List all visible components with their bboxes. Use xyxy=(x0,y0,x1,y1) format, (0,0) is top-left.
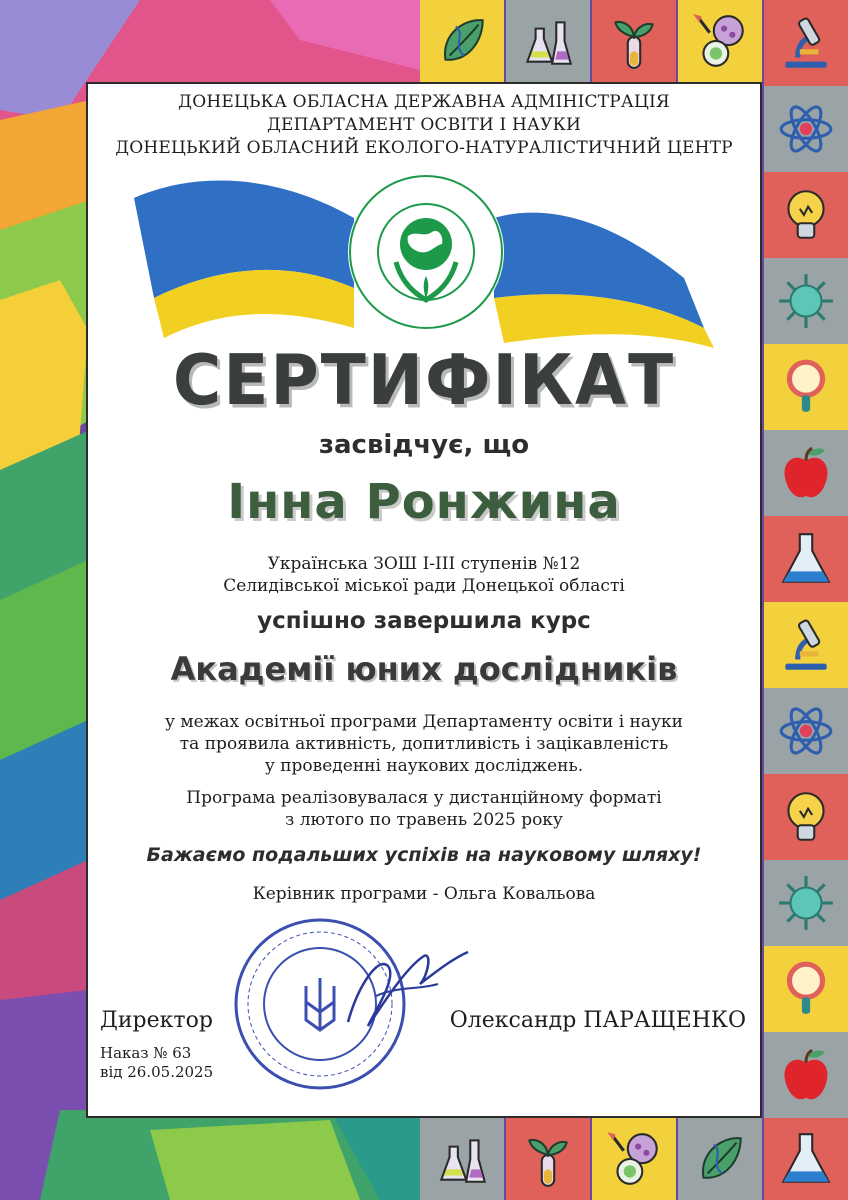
header-line-2: ДЕПАРТАМЕНТ ОСВІТИ І НАУКИ xyxy=(267,115,581,135)
right-tile-microscope-1 xyxy=(764,0,848,86)
right-tile-atom-1 xyxy=(764,86,848,172)
right-icon-column xyxy=(764,0,848,1200)
bottom-icon-row xyxy=(420,1118,764,1200)
certificate-title: СЕРТИФІКАТ xyxy=(172,340,676,421)
petri-dish-icon xyxy=(689,10,751,72)
plant-test-tube-icon xyxy=(603,10,665,72)
bottom-tile-1 xyxy=(420,1118,504,1200)
right-tile-atom-2 xyxy=(764,688,848,774)
bottom-tile-2 xyxy=(506,1118,590,1200)
plant-test-tube-icon xyxy=(517,1128,579,1190)
right-tile-magnifier-1 xyxy=(764,344,848,430)
format-line-2: з лютого по травень 2025 року xyxy=(285,810,563,830)
magnifier-icon xyxy=(775,958,837,1020)
microscope-icon xyxy=(775,614,837,676)
right-tile-bulb-1 xyxy=(764,172,848,258)
microscope-icon xyxy=(775,12,837,74)
petri-dish-icon xyxy=(603,1128,665,1190)
top-tile-2 xyxy=(506,0,590,82)
apple-icon xyxy=(775,1044,837,1106)
right-tile-microscope-2 xyxy=(764,602,848,688)
director-name: Олександр ПАРАЩЕНКО xyxy=(449,1008,746,1033)
school-line-1: Українська ЗОШ І-ІІІ ступенів №12 xyxy=(267,554,581,574)
right-tile-magnifier-2 xyxy=(764,946,848,1032)
erlenmeyer-flask-icon xyxy=(775,1128,837,1190)
certifies-text: засвідчує, що xyxy=(318,430,530,460)
header-line-1: ДОНЕЦЬКА ОБЛАСНА ДЕРЖАВНА АДМІНІСТРАЦІЯ xyxy=(178,92,670,112)
magnifier-icon xyxy=(775,356,837,418)
right-tile-flask-1 xyxy=(764,516,848,602)
right-tile-bulb-2 xyxy=(764,774,848,860)
flasks-icon xyxy=(517,10,579,72)
right-tile-apple-1 xyxy=(764,430,848,516)
body-line-1: у межах освітньої програми Департаменту освіти і науки xyxy=(165,712,683,732)
body-line-2: та проявила активність, допитливість і зацікавленість xyxy=(179,734,669,754)
bottom-tile-4 xyxy=(678,1118,762,1200)
director-position: Директор xyxy=(100,1008,213,1033)
certificate-sheet xyxy=(86,82,762,1118)
right-tile-flask-2 xyxy=(764,1118,848,1200)
lightbulb-icon xyxy=(775,184,837,246)
top-tile-3 xyxy=(592,0,676,82)
body-line-3: у проведенні наукових досліджень. xyxy=(264,756,584,776)
right-tile-apple-2 xyxy=(764,1032,848,1118)
dna-leaf-icon xyxy=(431,10,493,72)
format-line-1: Програма реалізовувалася у дистанційному форматі xyxy=(186,788,662,808)
dna-leaf-icon xyxy=(689,1128,751,1190)
virus-icon xyxy=(775,872,837,934)
order-date: від 26.05.2025 xyxy=(100,1063,214,1081)
wish-text: Бажаємо подальших успіхів на науковому шляху! xyxy=(146,844,702,866)
erlenmeyer-flask-icon xyxy=(775,528,837,590)
completed-text: успішно завершила курс xyxy=(257,608,591,634)
school-line-2: Селидівської міської ради Донецької області xyxy=(223,576,625,596)
header-line-3: ДОНЕЦЬКИЙ ОБЛАСНИЙ ЕКОЛОГО-НАТУРАЛІСТИЧНИЙ ЦЕНТР xyxy=(115,138,733,158)
right-tile-virus-1 xyxy=(764,258,848,344)
atom-icon xyxy=(775,700,837,762)
apple-icon xyxy=(775,442,837,504)
lightbulb-icon xyxy=(775,786,837,848)
supervisor-text: Керівник програми - Ольга Ковальова xyxy=(252,884,596,904)
right-tile-virus-2 xyxy=(764,860,848,946)
flasks-icon xyxy=(431,1128,493,1190)
recipient-name: Інна Ронжина xyxy=(227,474,621,530)
top-tile-1 xyxy=(420,0,504,82)
atom-icon xyxy=(775,98,837,160)
bottom-tile-3 xyxy=(592,1118,676,1200)
virus-icon xyxy=(775,270,837,332)
top-icon-row xyxy=(420,0,764,82)
top-tile-4 xyxy=(678,0,762,82)
eco-center-logo xyxy=(346,172,506,332)
order-number: Наказ № 63 xyxy=(100,1044,192,1062)
course-name: Академії юних дослідників xyxy=(170,650,678,688)
